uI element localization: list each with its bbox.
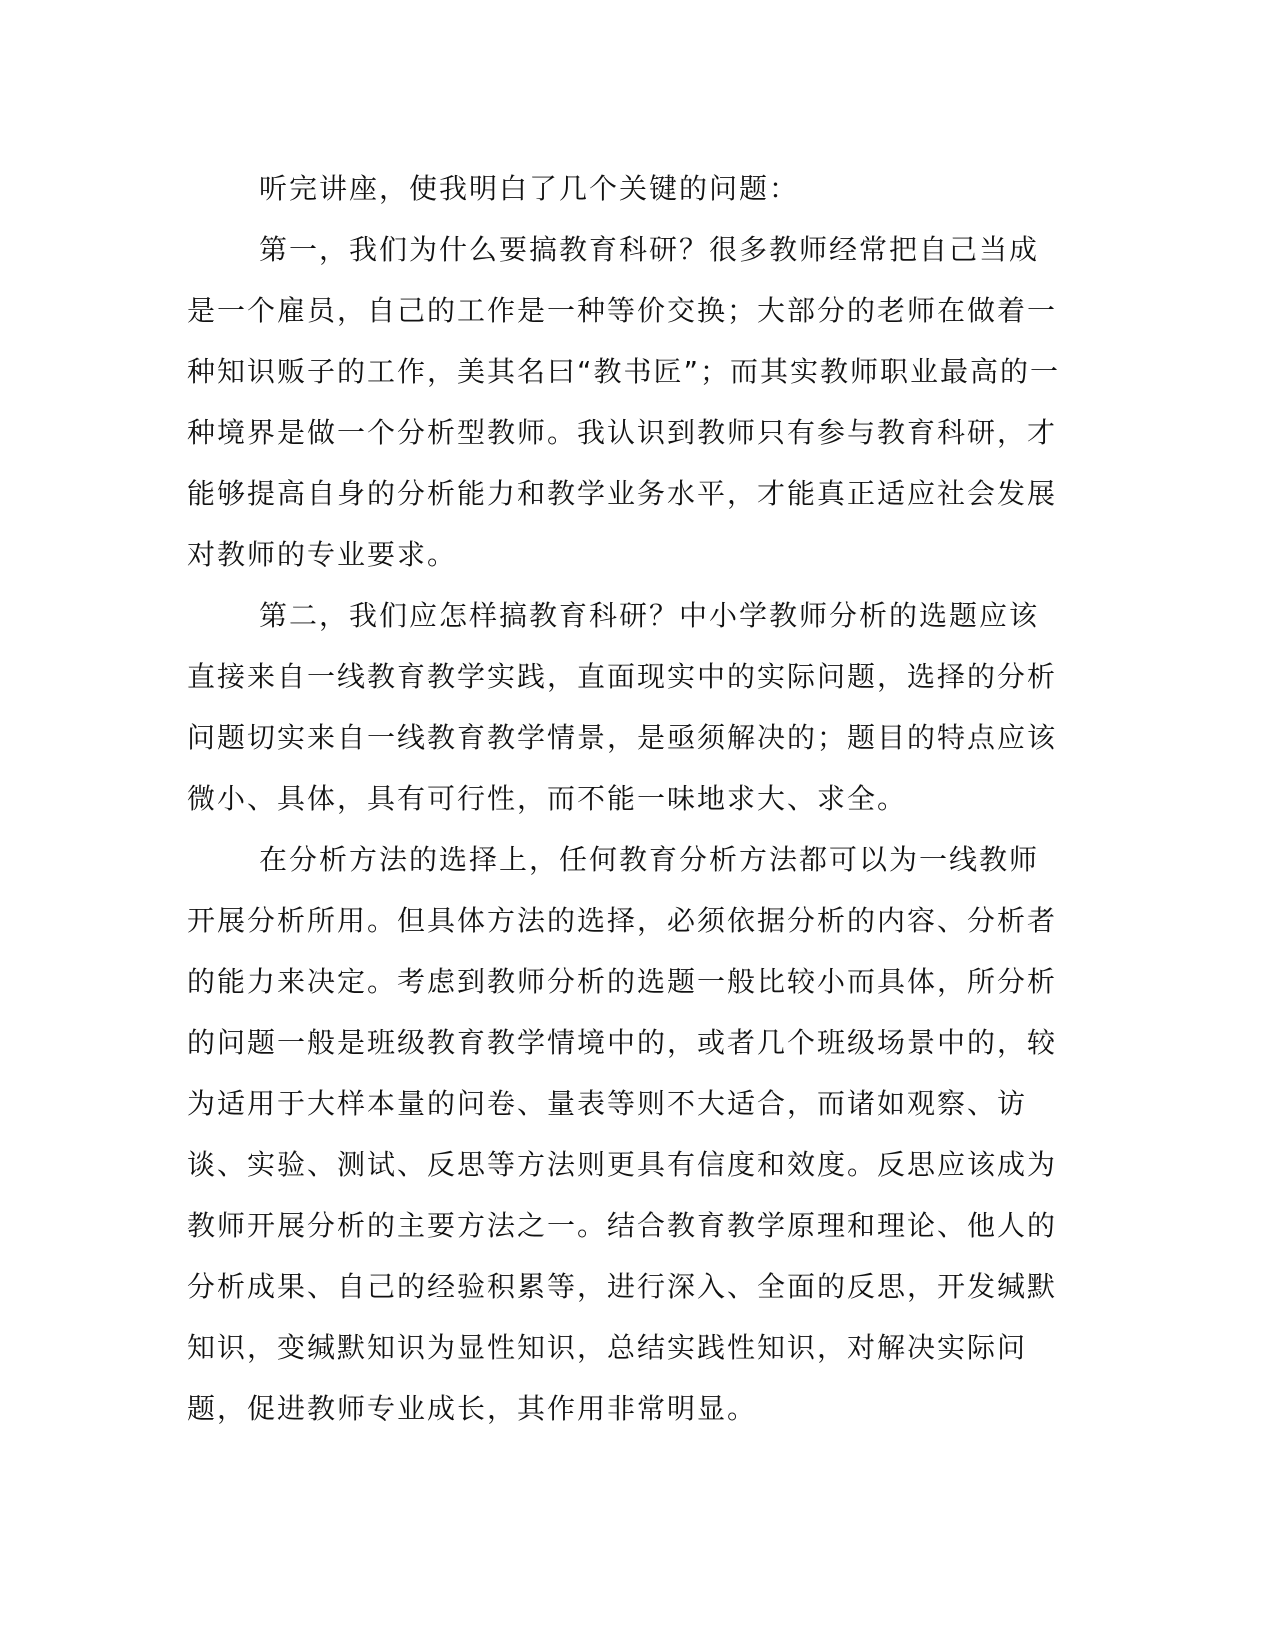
paragraph-point-two: 第二，我们应怎样搞教育科研？中小学教师分析的选题应该直接来自一线教育教学实践，直面现实中的实际问题，选择的分析问题切实来自一线教育教学情景，是亟须解决的；题目的特点应该微小、具体，具有可行性，而不能一味地求大、求全。	[187, 599, 1058, 815]
document-body	[187, 158, 1067, 1439]
paragraph-intro: 听完讲座，使我明白了几个关键的问题：	[259, 172, 800, 205]
paragraph-point-one: 第一，我们为什么要搞教育科研？很多教师经常把自己当成是一个雇员，自己的工作是一种等价交换；大部分的老师在做着一种知识贩子的工作，美其名曰“教书匠”；而其实教师职业最高的一种境界是做一个分析型教师。我认识到教师只有参与教育科研，才能够提高自身的分析能力和教学业务水平，才能真正适应社会发展对教师的专业要求。	[187, 233, 1061, 571]
paragraph-methods: 在分析方法的选择上，任何教育分析方法都可以为一线教师开展分析所用。但具体方法的选择，必须依据分析的内容、分析者的能力来决定。考虑到教师分析的选题一般比较小而具体，所分析的问题一般是班级教育教学情境中的，或者几个班级场景中的，较为适用于大样本量的问卷、量表等则不大适合，而诸如观察、访谈、实验、测试、反思等方法则更具有信度和效度。反思应该成为教师开展分析的主要方法之一。结合教育教学原理和理论、他人的分析成果、自己的经验积累等，进行深入、全面的反思，开发缄默知识，变缄默知识为显性知识，总结实践性知识，对解决实际问题，促进教师专业成长，其作用非常明显。	[187, 843, 1058, 1425]
